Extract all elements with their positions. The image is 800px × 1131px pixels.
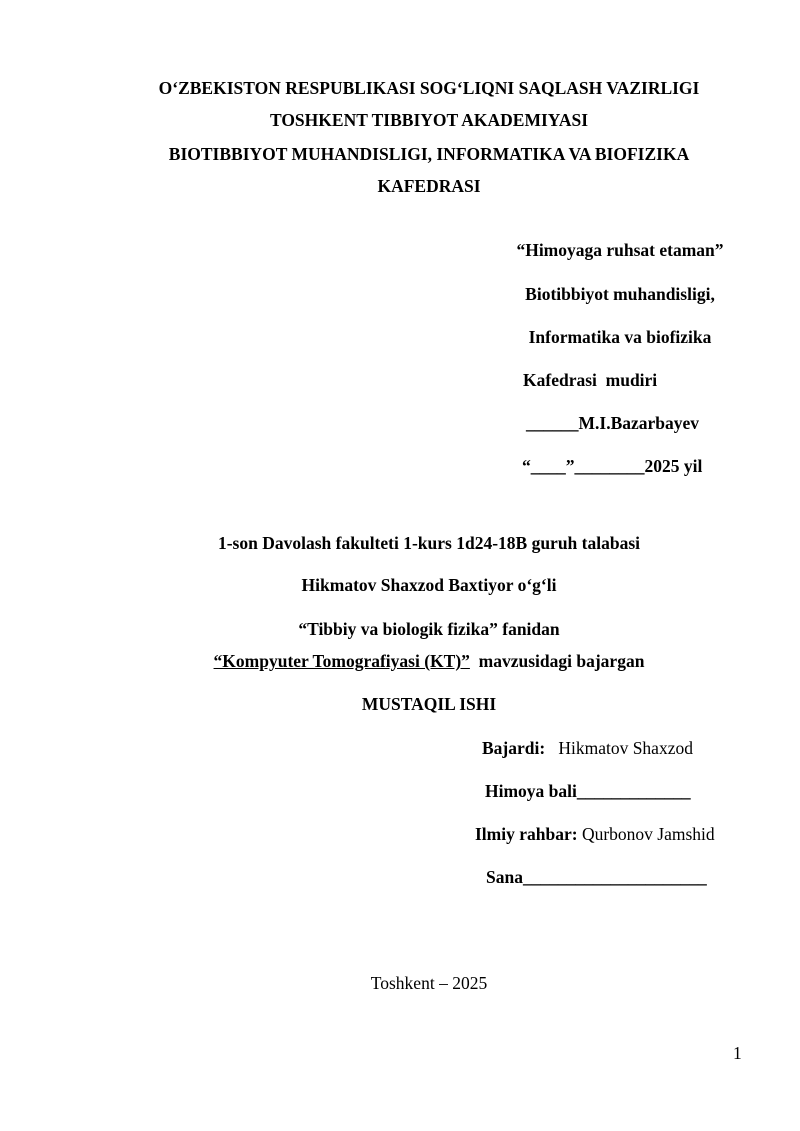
defense-score-label: Himoya bali <box>485 781 577 801</box>
student-name: Hikmatov Shaxzod Baxtiyor o‘g‘li <box>301 575 557 595</box>
done-by-value: Hikmatov Shaxzod <box>558 738 693 758</box>
supervisor-label: Ilmiy rahbar: <box>475 824 578 844</box>
defense-score-blank: _____________ <box>576 781 691 801</box>
approval-date: “____”________2025 yil <box>522 456 703 476</box>
topic-suffix: mavzusidagi bajargan <box>469 651 645 671</box>
department-heading-line1: BIOTIBBIYOT MUHANDISLIGI, INFORMATIKA VA BIOFIZIKA <box>168 144 690 164</box>
topic-title: “Kompyuter Tomografiyasi (KT)” <box>213 651 470 671</box>
supervisor-value: Qurbonov Jamshid <box>581 824 715 844</box>
approval-signature: ______M.I.Bazarbayev <box>526 413 700 433</box>
student-faculty-line: 1-son Davolash fakulteti 1-kurs 1d24-18B guruh talabasi <box>217 533 641 553</box>
topic-line <box>0 651 800 671</box>
defense-score-line <box>485 781 691 801</box>
done-by-line <box>482 738 693 758</box>
page-number: 1 <box>733 1043 742 1063</box>
department-heading-line2: KAFEDRASI <box>377 176 481 196</box>
date-line <box>486 867 707 887</box>
approval-line-4: Kafedrasi mudiri <box>523 370 658 390</box>
approval-line-1: “Himoyaga ruhsat etaman” <box>516 240 724 260</box>
approval-line-3: Informatika va biofizika <box>528 327 712 347</box>
done-by-label: Bajardi: <box>482 738 546 758</box>
ministry-heading: O‘ZBEKISTON RESPUBLIKASI SOG‘LIQNI SAQLASH VAZIRLIGI <box>158 78 700 98</box>
approval-line-2: Biotibbiyot muhandisligi, <box>525 284 715 304</box>
academy-heading: TOSHKENT TIBBIYOT AKADEMIYASI <box>269 110 589 130</box>
date-blank: _____________________ <box>522 867 707 887</box>
subject-line: “Tibbiy va biologik fizika” fanidan <box>298 619 560 639</box>
city-year: Toshkent – 2025 <box>370 973 488 993</box>
supervisor-line <box>475 824 715 844</box>
date-label: Sana <box>486 867 523 887</box>
work-type-title: MUSTAQIL ISHI <box>361 694 497 714</box>
